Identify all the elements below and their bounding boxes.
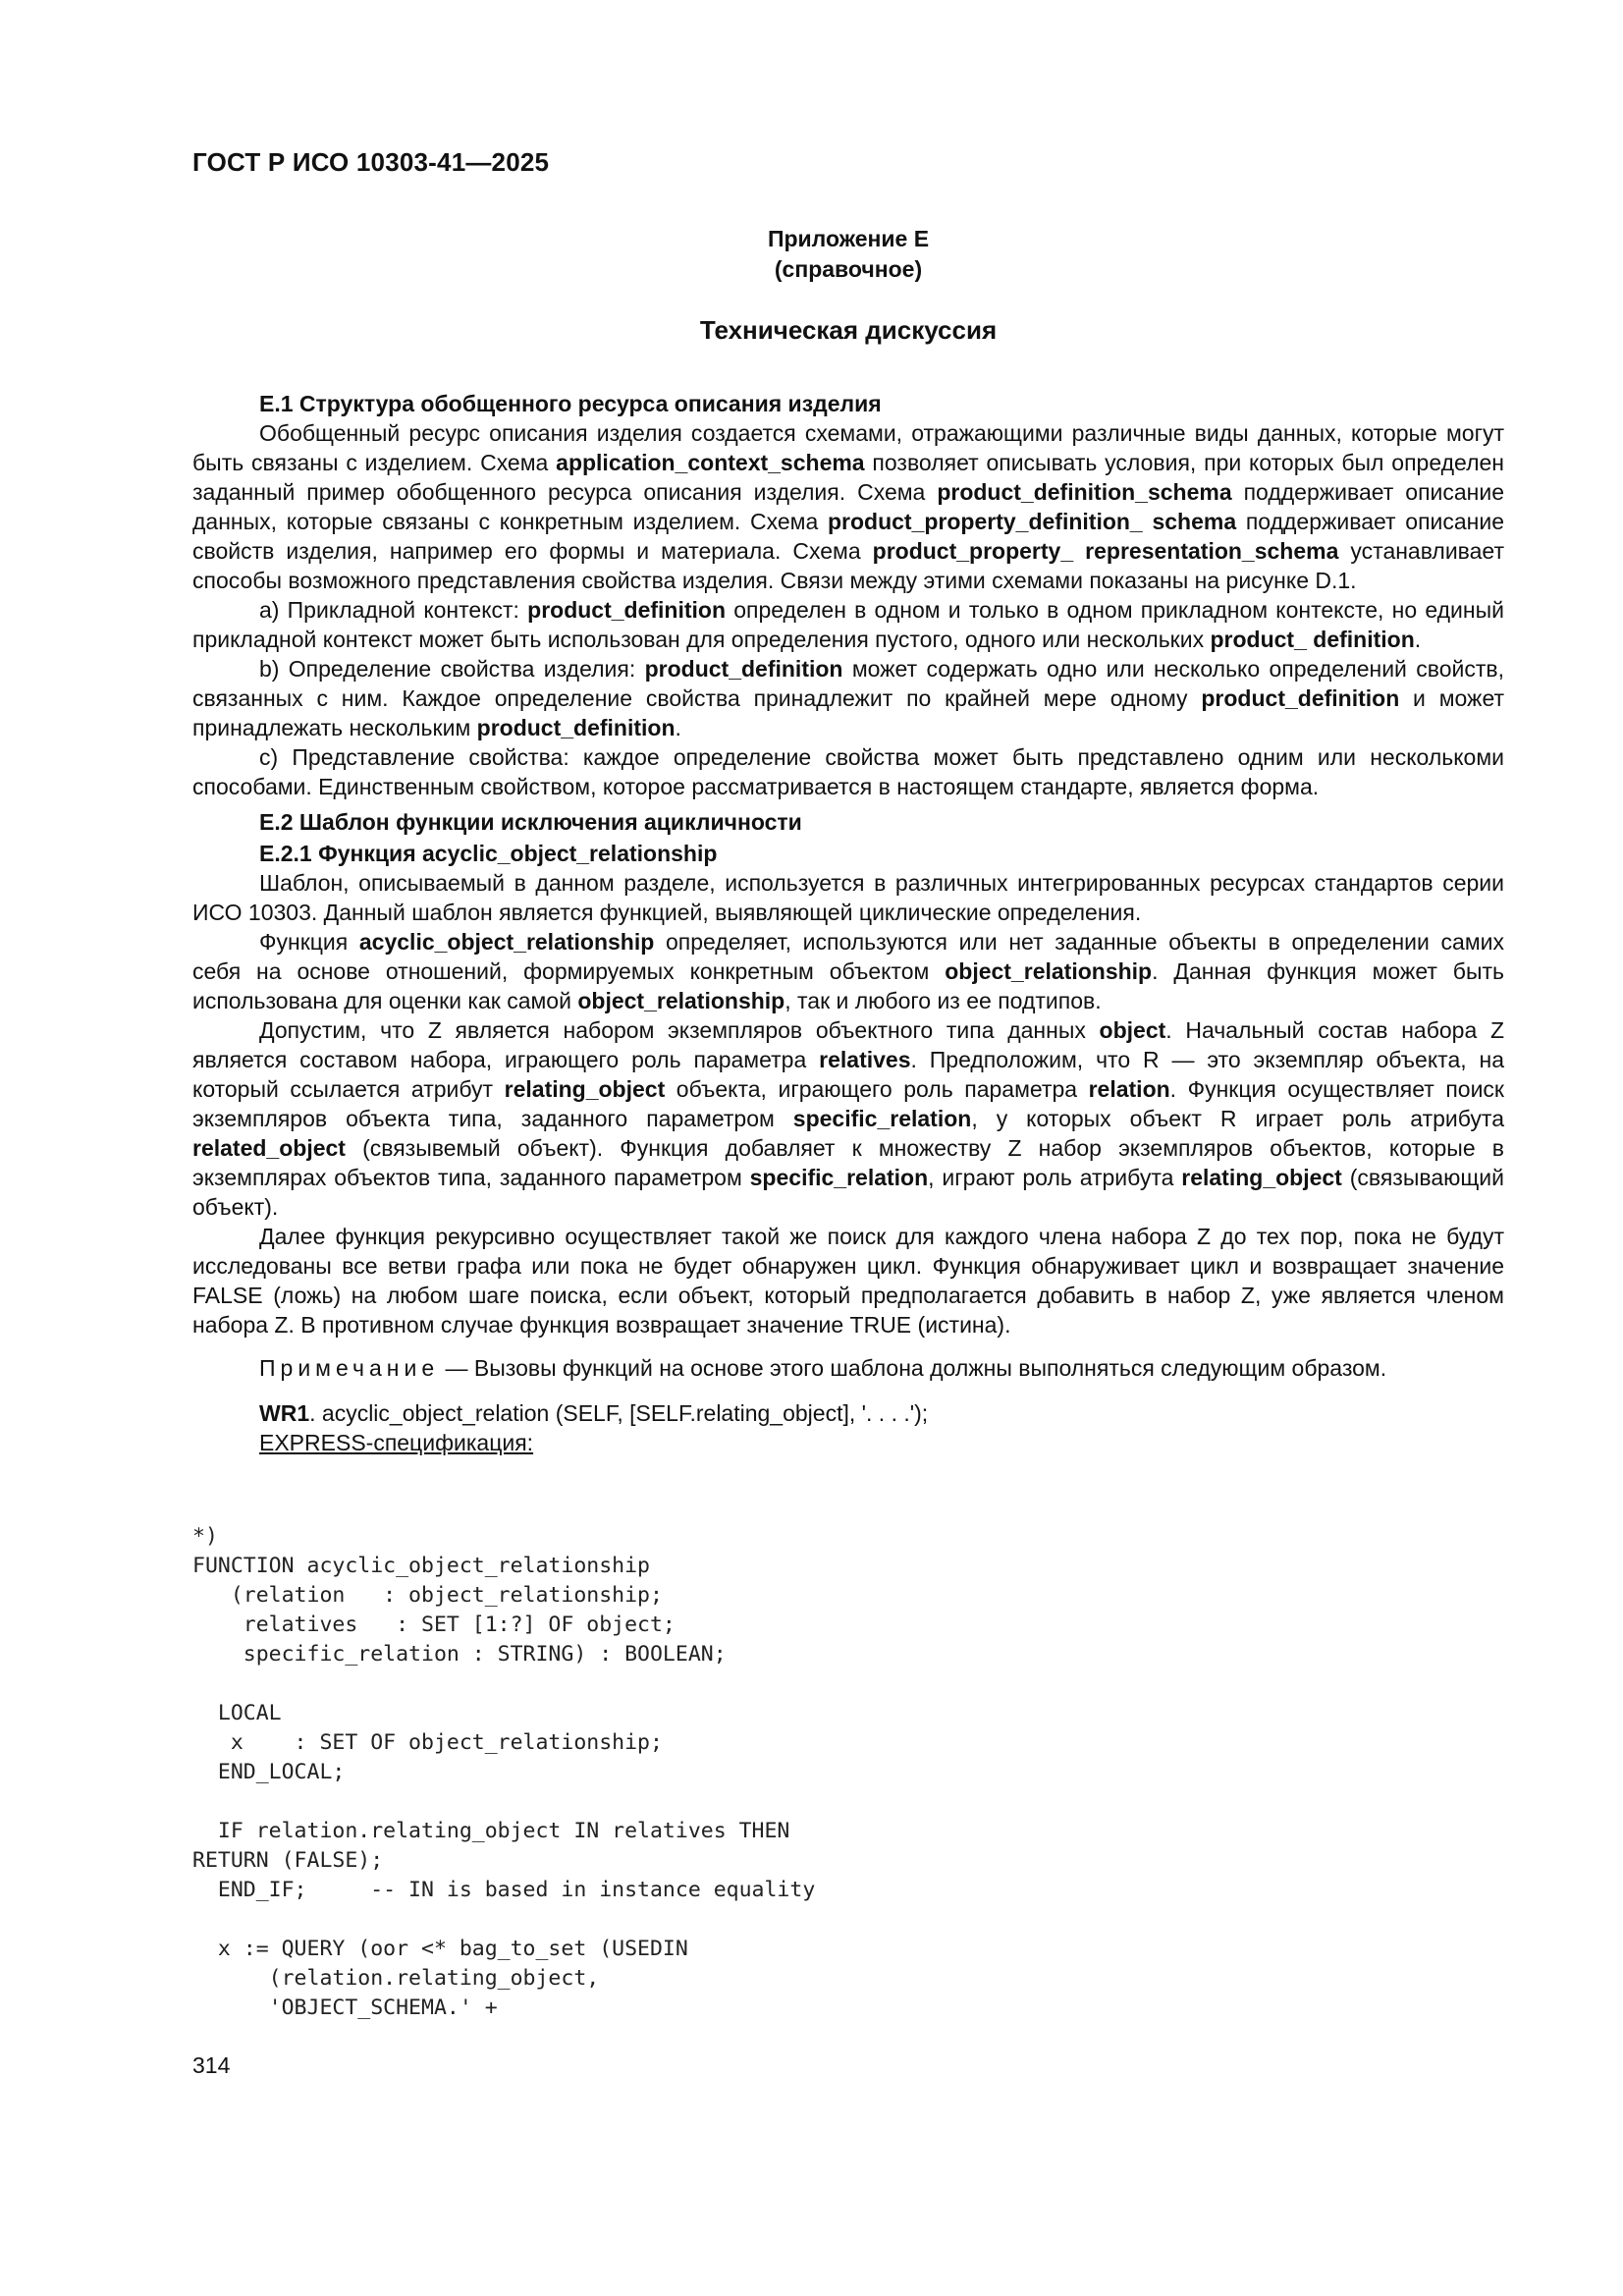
code-line: 'OBJECT_SCHEMA.' +	[192, 1995, 498, 2020]
code-line: FUNCTION acyclic_object_relationship	[192, 1554, 650, 1578]
code-line: *)	[192, 1524, 218, 1549]
text-run: Шаблон, описываемый в данном разделе, используется в различных интегрированных ресурсах стандартов серии ИСО 10303. Данный шаблон является функцией, выявляющей циклические определения.	[192, 870, 1504, 925]
text-run: определен в одном и только в одном прикладном контексте, но единый прикладной контекст может быть использован для определения пустого, одного или нескольких	[192, 597, 1504, 652]
paragraph-e1-a	[192, 595, 1504, 654]
where-rule-label: WR1	[259, 1400, 310, 1426]
text-run: b) Определение свойства изделия:	[259, 656, 645, 682]
code-line: RETURN (FALSE);	[192, 1848, 384, 1873]
text-run: поддерживает описание данных, которые связаны с конкретным изделием. Схема	[192, 479, 1505, 534]
code-line	[192, 1669, 815, 1699]
text-run: a) Прикладной контекст:	[259, 597, 528, 623]
subsection-heading-e21: E.2.1 Функция acyclic_object_relationship	[259, 841, 718, 866]
bold-term: product_definition	[644, 656, 843, 682]
bold-term: object	[1099, 1017, 1166, 1043]
text-run: , так и любого из ее подтипов.	[784, 988, 1102, 1013]
code-line: END_LOCAL;	[192, 1760, 346, 1784]
text-run: . Функция осуществляет поиск экземпляров объекта типа, заданного параметром	[192, 1076, 1504, 1131]
where-rule-text: . acyclic_object_relation (SELF, [SELF.relating_object], '. . . .');	[309, 1400, 929, 1426]
bold-term: product_property_ representation_schema	[872, 538, 1339, 564]
code-line: x : SET OF object_relationship;	[192, 1730, 663, 1755]
bold-term: product_definition	[527, 597, 727, 623]
page-number: 314	[192, 2052, 231, 2078]
paragraph-e2-recursion	[192, 1222, 1504, 1339]
bold-term: specific_relation	[792, 1106, 972, 1131]
express-code-block	[192, 1522, 815, 2023]
bold-term: object_relationship	[577, 988, 785, 1013]
text-run: позволяет описывать условия, при которых был определен заданный пример обобщенного ресурса описания изделия. Схема	[192, 450, 1504, 505]
paragraph-e2-function	[192, 927, 1504, 1015]
text-run: может содержать одно или несколько определений свойств, связанных с ним. Каждое определение свойства принадлежит по крайней мере одному	[192, 656, 1504, 711]
bold-term: relation	[1088, 1076, 1170, 1102]
code-line: relatives : SET [1:?] OF object;	[192, 1613, 676, 1637]
where-rule	[192, 1398, 1504, 1428]
text-run: . Начальный состав набора Z является составом набора, играющего роль параметра	[192, 1017, 1504, 1072]
code-line: (relation : object_relationship;	[192, 1583, 663, 1608]
bold-term: relatives	[819, 1047, 911, 1072]
code-line: LOCAL	[192, 1701, 282, 1725]
code-line: IF relation.relating_object IN relatives THEN	[192, 1819, 790, 1843]
text-run: . Данная функция может быть использована для оценки как самой	[192, 958, 1504, 1013]
text-run: Функция	[259, 929, 359, 955]
text-run: поддерживает описание свойств изделия, например его формы и материала. Схема	[192, 509, 1505, 564]
code-line	[192, 1787, 815, 1817]
text-run: .	[675, 715, 681, 740]
text-run: Обобщенный ресурс описания изделия создается схемами, отражающими различные виды данных, которые могут быть связаны с изделием. Схема	[192, 420, 1504, 475]
paragraph-e2-template	[192, 868, 1504, 927]
annex-name: Техническая дискуссия	[699, 315, 998, 345]
bold-term: product_ definition	[1210, 627, 1415, 652]
bold-term: product_definition	[1201, 685, 1400, 711]
paragraph-e1-c	[192, 742, 1504, 801]
annex-title: Приложение E	[767, 226, 930, 251]
text-run: устанавливает способы возможного представления свойства изделия. Связи между этими схемами показаны на рисунке D.1.	[192, 538, 1504, 593]
section-heading-e1: E.1 Структура обобщенного ресурса описания изделия	[259, 391, 882, 416]
document-header: ГОСТ Р ИСО 10303-41—2025	[192, 147, 550, 177]
paragraph-e1-intro	[192, 418, 1504, 595]
paragraph-e1-b	[192, 654, 1504, 742]
note	[192, 1353, 1504, 1383]
bold-term: product_property_definition_ schema	[827, 509, 1237, 534]
express-spec-label: EXPRESS-спецификация:	[259, 1430, 534, 1455]
body-text	[192, 389, 1504, 1457]
bold-term: application_context_schema	[556, 450, 865, 475]
code-line	[192, 1905, 815, 1935]
text-run: и может принадлежать нескольким	[192, 685, 1505, 740]
text-run: . Предположим, что R — это экземпляр объекта, на который ссылается атрибут	[192, 1047, 1504, 1102]
code-line: END_IF; -- IN is based in instance equality	[192, 1878, 816, 1902]
annex-type: (справочное)	[774, 256, 923, 282]
section-heading-e2: E.2 Шаблон функции исключения ацикличности	[259, 809, 802, 835]
text-run: определяет, используются или нет заданные объекты в определении самих себя на основе отношений, формируемых конкретным объектом	[192, 929, 1504, 984]
text-run: (связывающий объект).	[192, 1165, 1504, 1220]
text-run: , играют роль атрибута	[928, 1165, 1182, 1190]
text-run: , у которых объект R играет роль атрибута	[971, 1106, 1504, 1131]
text-run: .	[1414, 627, 1422, 652]
bold-term: object_relationship	[945, 958, 1153, 984]
text-run: (связывемый объект). Функция добавляет к множеству Z набор экземпляров объектов, которые в экземплярах объектов типа, заданного параметром	[192, 1135, 1504, 1190]
bold-term: product_definition_schema	[937, 479, 1232, 505]
bold-term: product_definition	[476, 715, 676, 740]
note-label: Примечание	[259, 1355, 440, 1381]
text-run: Допустим, что Z является набором экземпляров объектного типа данных	[259, 1017, 1100, 1043]
bold-term: specific_relation	[749, 1165, 929, 1190]
bold-term: relating_object	[1181, 1165, 1342, 1190]
code-line: x := QUERY (oor <* bag_to_set (USEDIN	[192, 1937, 688, 1961]
text-run: c) Представление свойства: каждое определение свойства может быть представлено одним или несколькоми способами. Единственным свойством, которое рассматривается в настоящем стандарте, является форма.	[192, 744, 1504, 799]
paragraph-e2-assume	[192, 1015, 1504, 1222]
bold-term: relating_object	[504, 1076, 666, 1102]
text-run: Далее функция рекурсивно осуществляет такой же поиск для каждого члена набора Z до тех пор, пока не будут исследованы все ветви графа или пока не будет обнаружен цикл. Функция обнаруживает цикл и возвращает значение FALSE (ложь) на любом шаге поиска, если объект, который предполагается добавить в набор Z, уже является членом набора Z. В противном случае функция возвращает значение TRUE (истина).	[192, 1224, 1504, 1338]
bold-term: acyclic_object_relationship	[358, 929, 655, 955]
code-line: (relation.relating_object,	[192, 1966, 600, 1991]
bold-term: related_object	[192, 1135, 346, 1161]
text-run: объекта, играющего роль параметра	[665, 1076, 1089, 1102]
code-line: specific_relation : STRING) : BOOLEAN;	[192, 1642, 727, 1667]
note-text: — Вызовы функций на основе этого шаблона должны выполняться следующим образом.	[439, 1355, 1387, 1381]
